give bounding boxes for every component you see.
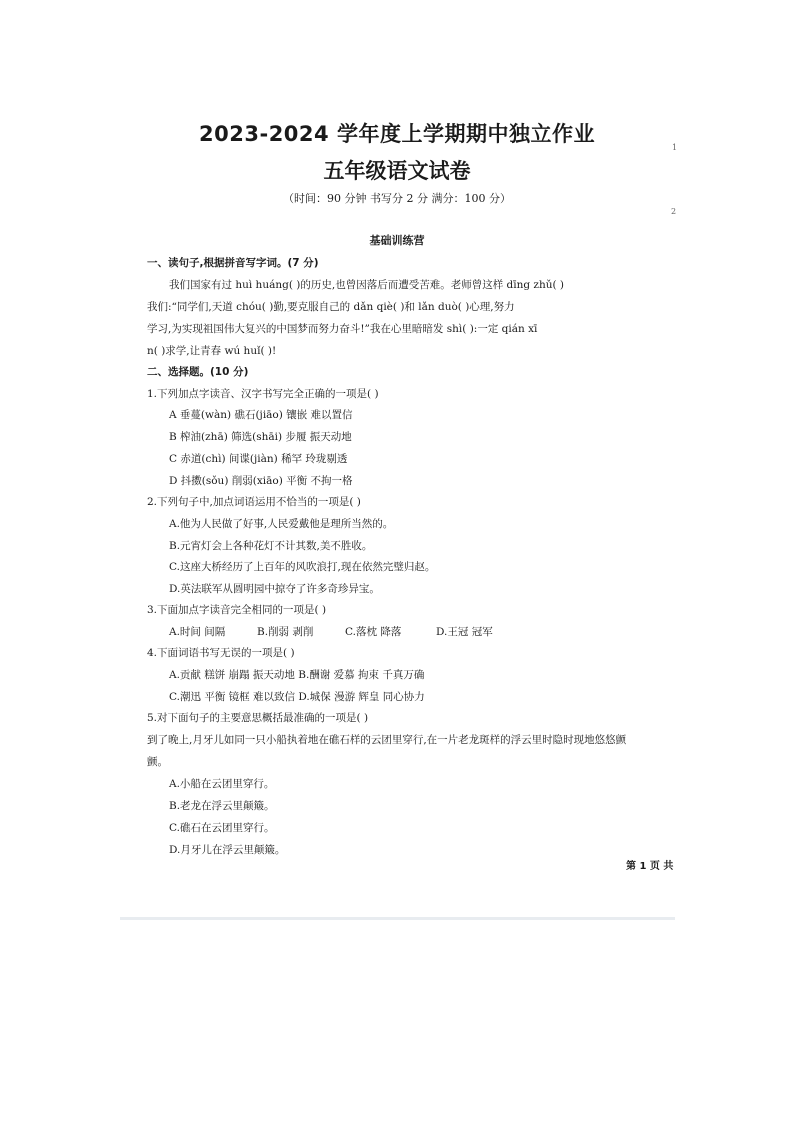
q2-2-option-b: B.元宵灯会上各种花灯不计其数,美不胜收。 [169, 540, 373, 552]
q1-line-2: 我们:“同学们,天道 chóu( )勤,要克服自己的 dǎn qiè( )和 lǎn duò( )心理,努力 [147, 301, 515, 313]
q2-2-option-a: A.他为人民做了好事,人民爱戴他是理所当然的。 [169, 518, 394, 530]
q2-heading: 二、选择题。(10 分) [147, 366, 249, 378]
page-bottom-rule [120, 917, 675, 920]
q2-1-option-d: D 抖擞(sǒu) 削弱(xiāo) 平衡 不拘一格 [169, 475, 353, 487]
q2-2-option-c: C.这座大桥经历了上百年的风吹浪打,现在依然完璧归赵。 [169, 561, 436, 573]
q2-2-stem: 2.下列句子中,加点词语运用不恰当的一项是( ) [147, 496, 361, 508]
q2-5-passage-1: 到了晚上,月牙儿如同一只小船执着地在礁石样的云团里穿行,在一片老龙斑样的浮云里时隐时现地悠悠颤 [147, 734, 627, 746]
q2-5-stem: 5.对下面句子的主要意思概括最准确的一项是( ) [147, 712, 369, 724]
edge-mark-2: 2 [671, 207, 677, 216]
q2-1-stem: 1.下列加点字读音、汉字书写完全正确的一项是( ) [147, 388, 379, 400]
q1-heading: 一、读句子,根据拼音写字词。(7 分) [147, 257, 319, 269]
q2-5-option-b: B.老龙在浮云里颠簸。 [169, 800, 275, 812]
q2-2-option-d: D.英法联军从圆明园中掠夺了许多奇珍异宝。 [169, 583, 380, 595]
q2-1-option-c: C 赤道(chì) 间谍(jiàn) 稀罕 玲珑剔透 [169, 453, 348, 465]
q2-1-option-b: B 榨油(zhā) 筛选(shāi) 步履 振天动地 [169, 431, 352, 443]
q2-5-passage-2: 颤。 [147, 756, 168, 768]
page-number: 第 1 页 共 [626, 861, 674, 872]
q2-3-stem: 3.下面加点字读音完全相同的一项是( ) [147, 604, 327, 616]
edge-mark-1: 1 [672, 143, 678, 152]
q2-4-stem: 4.下面词语书写无误的一项是( ) [147, 647, 295, 659]
q1-line-3: 学习,为实现祖国伟大复兴的中国梦而努力奋斗!”我在心里暗暗发 shì( ):一定 qián xī [147, 323, 538, 335]
q2-3-option-a: A.时间 间隔 [169, 626, 226, 638]
exam-title: 2023-2024 学年度上学期期中独立作业 [199, 122, 595, 146]
q2-5-option-d: D.月牙儿在浮云里颠簸。 [169, 844, 286, 856]
q1-line-4: n( )求学,让青春 wú huǐ( )! [147, 345, 277, 357]
q2-3-option-c: C.落枕 降落 [345, 626, 402, 638]
section-title: 基础训练营 [369, 234, 425, 247]
exam-meta: （时间：90 分钟 书写分 2 分 满分：100 分） [283, 192, 511, 205]
q2-5-option-c: C.礁石在云团里穿行。 [169, 822, 275, 834]
q2-4-row-1: A.贡献 糕饼 崩蹋 振天动地 B.酬谢 爱慕 拘束 千真万确 [169, 669, 425, 681]
q2-1-option-a: A 垂蔓(wàn) 礁石(jiāo) 镶嵌 难以置信 [169, 409, 353, 421]
q2-5-option-a: A.小船在云团里穿行。 [169, 778, 275, 790]
exam-subtitle: 五年级语文试卷 [323, 159, 471, 183]
q2-3-option-b: B.削弱 剥削 [257, 626, 314, 638]
q2-3-option-d: D.王冠 冠军 [436, 626, 493, 638]
q2-4-row-2: C.潮迅 平衡 镜框 难以致信 D.城保 漫游 辉皇 同心协力 [169, 691, 425, 703]
q1-line-1: 我们国家有过 huì huáng( )的历史,也曾因落后而遭受苦难。老师曾这样 dīng zhǔ( ) [169, 279, 565, 291]
